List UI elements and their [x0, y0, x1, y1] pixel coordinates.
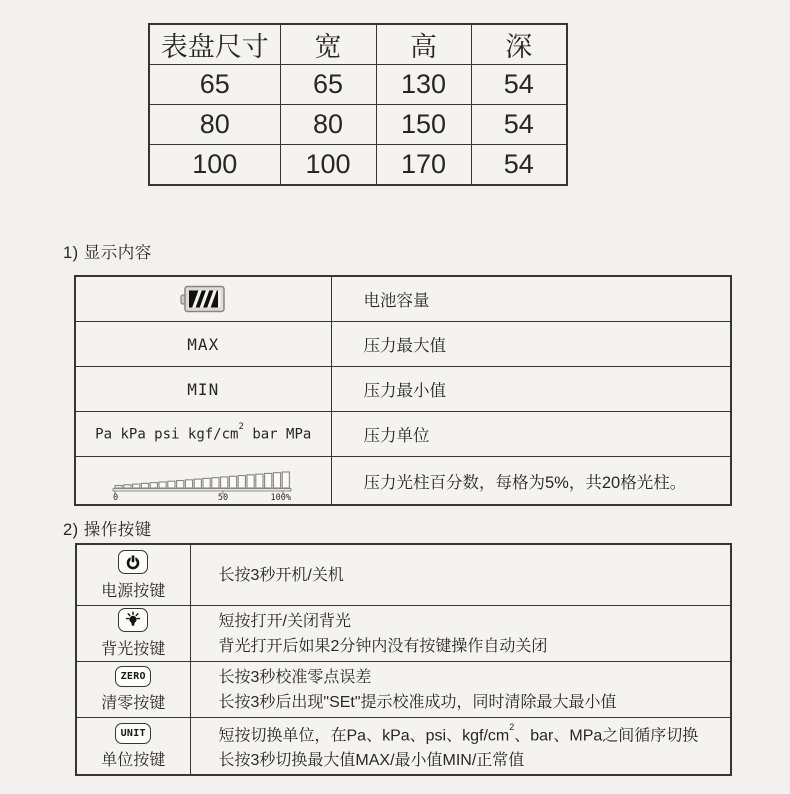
dimension-header-size: 表盘尺寸 [149, 24, 280, 65]
backlight-button [118, 608, 148, 632]
backlight-key-label: 背光按键 [101, 641, 166, 659]
units-text: Pa kPa psi kgf/cm [95, 426, 239, 443]
dimension-header-width: 宽 [280, 24, 376, 65]
section1-heading: 1) 显示内容 [63, 244, 152, 262]
min-desc: 压力最小值 [331, 367, 731, 412]
table-row [149, 65, 567, 105]
table-row [75, 412, 731, 457]
action-line: 长按3秒开机/关机 [218, 566, 344, 584]
bargraph-tick-0: 0 [113, 492, 119, 501]
display-content-table [74, 275, 732, 506]
battery-desc: 电池容量 [331, 276, 731, 322]
cell: 80 [280, 105, 376, 145]
dimension-header-height: 高 [376, 24, 471, 65]
cell: 65 [280, 65, 376, 105]
table-row [76, 662, 731, 718]
dimension-header-depth: 深 [471, 24, 567, 65]
action-line: 短按打开/关闭背光 [218, 612, 351, 630]
units-symbol [75, 412, 331, 457]
dimension-table [148, 23, 568, 186]
zero-action-cell [190, 662, 731, 718]
action-superscript: 2 [509, 721, 515, 732]
action-line [219, 719, 730, 748]
bargraph-desc: 压力光柱百分数，每格为5%，共20格光柱。 [331, 457, 731, 506]
cell: 150 [376, 105, 471, 145]
cell: 100 [149, 145, 280, 186]
unit-action-cell [190, 718, 731, 776]
bargraph-tick-100: 100% [270, 492, 292, 501]
table-row [75, 367, 731, 412]
table-row [75, 322, 731, 367]
unit-button: UNIT [115, 723, 151, 744]
min-symbol: MIN [75, 367, 331, 412]
cell: 65 [149, 65, 280, 105]
units-text: bar MPa [243, 426, 312, 443]
zero-key-cell [76, 662, 190, 718]
cell: 54 [471, 145, 567, 186]
zero-button: ZERO [115, 666, 151, 687]
action-text: 、bar、MPa之间循序切换 [514, 727, 699, 745]
backlight-key-cell [76, 606, 190, 662]
section2-heading: 2) 操作按键 [63, 521, 152, 539]
max-desc: 压力最大值 [331, 322, 731, 367]
units-desc: 压力单位 [331, 412, 731, 457]
battery-symbol-cell [75, 276, 331, 322]
cell: 100 [280, 145, 376, 186]
backlight-action-cell [190, 606, 731, 662]
action-line: 长按3秒后出现"SEt"提示校准成功，同时清除最大最小值 [218, 693, 617, 711]
action-line: 长按3秒校准零点误差 [218, 668, 372, 686]
table-row [75, 276, 731, 322]
power-icon [125, 554, 141, 570]
battery-icon [180, 284, 226, 314]
table-row [76, 718, 731, 776]
table-row [149, 145, 567, 186]
action-line: 长按3秒切换最大值MAX/最小值MIN/正常值 [218, 752, 525, 770]
power-key-cell [76, 544, 190, 606]
cell: 130 [376, 65, 471, 105]
cell: 54 [471, 65, 567, 105]
cell: 170 [376, 145, 471, 186]
table-row [76, 544, 731, 606]
units-superscript: 2 [238, 421, 244, 432]
action-line: 背光打开后如果2分钟内没有按键操作自动关闭 [218, 637, 548, 655]
unit-key-cell [76, 718, 190, 776]
cell: 54 [471, 105, 567, 145]
backlight-icon [125, 611, 141, 628]
table-row [76, 606, 731, 662]
power-action-cell [190, 544, 731, 606]
bargraph-symbol-cell [75, 457, 331, 506]
pressure-bargraph-icon [111, 461, 295, 501]
dimension-header-row [149, 24, 567, 65]
operation-keys-table [75, 543, 732, 776]
unit-key-label: 单位按键 [101, 751, 166, 769]
max-symbol: MAX [75, 322, 331, 367]
zero-key-label: 清零按键 [101, 695, 166, 712]
cell: 80 [149, 105, 280, 145]
power-button [118, 550, 148, 574]
bargraph-tick-50: 50 [218, 492, 229, 501]
action-text: 短按切换单位，在Pa、kPa、psi、kgf/cm [218, 727, 510, 745]
table-row [75, 457, 731, 506]
power-key-label: 电源按键 [101, 582, 166, 600]
table-row [149, 105, 567, 145]
